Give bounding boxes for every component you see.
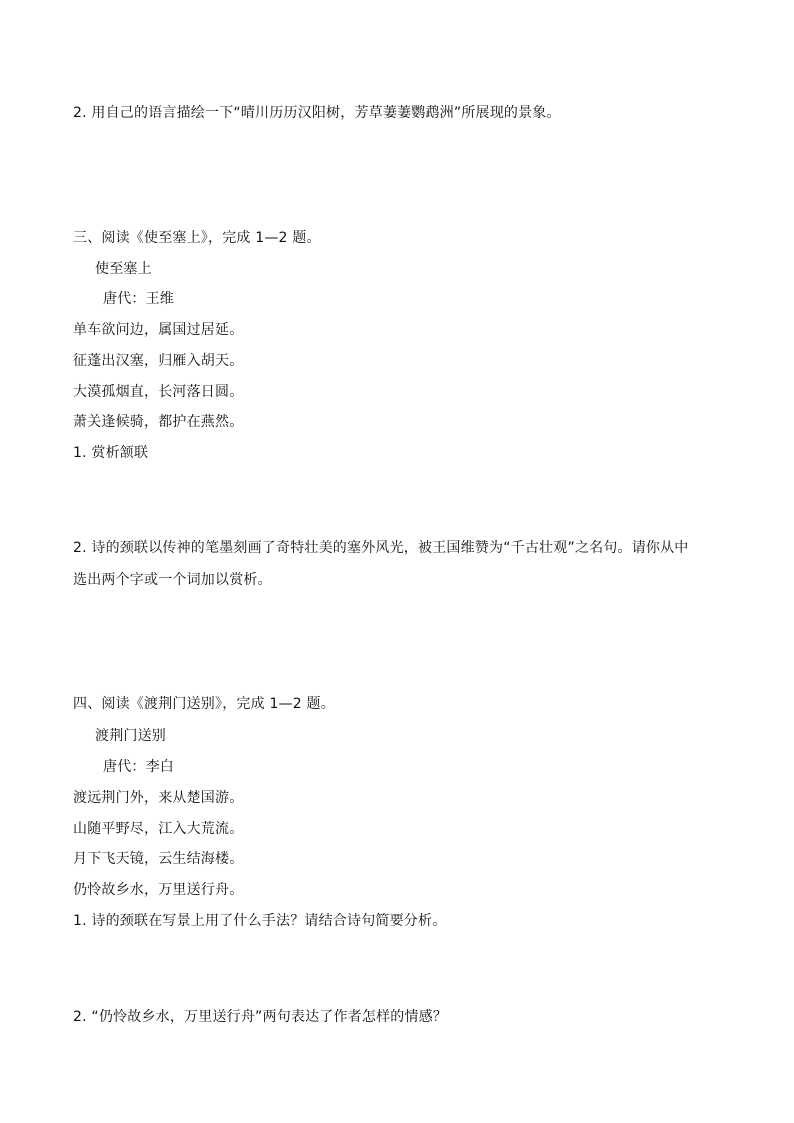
question-2-describe-scene: 2. 用自己的语言描绘一下“晴川历历汉阳树，芳草萋萋鹦鹉洲”所展现的景象。 [73,105,561,121]
poem-title-shizhisaishang: 使至塞上 [95,261,152,277]
section-3-question-2-line-1: 2. 诗的颈联以传神的笔墨刻画了奇特壮美的塞外风光，被王国维赞为“千古壮观”之名句。请你从中 [73,540,689,556]
poem-author-wangwei: 唐代：王维 [103,291,174,307]
section-3-question-2-line-2: 选出两个字或一个词加以赏析。 [73,572,272,588]
section-4-heading: 四、阅读《渡荆门送别》，完成 1—2 题。 [73,696,335,712]
section-3-question-1: 1. 赏析颔联 [73,445,149,461]
section-4-question-1: 1. 诗的颈联在写景上用了什么手法？请结合诗句简要分析。 [73,913,447,929]
poem-author-libai: 唐代：李白 [103,759,174,775]
poem-line: 萧关逢候骑，都护在燕然。 [73,414,244,430]
poem-line: 单车欲问边，属国过居延。 [73,322,244,338]
poem-line: 山随平野尽，江入大荒流。 [73,821,244,837]
poem-line: 月下飞天镜，云生结海楼。 [73,851,244,867]
poem-line: 大漠孤烟直，长河落日圆。 [73,384,244,400]
poem-line: 征蓬出汉塞，归雁入胡天。 [73,353,244,369]
section-3-heading: 三、阅读《使至塞上》，完成 1—2 题。 [73,230,321,246]
poem-title-dujingmensongbie: 渡荆门送别 [95,728,166,744]
poem-line: 渡远荆门外，来从楚国游。 [73,790,244,806]
poem-line: 仍怜故乡水，万里送行舟。 [73,882,244,898]
section-4-question-2: 2. “仍怜故乡水，万里送行舟”两句表达了作者怎样的情感？ [73,1009,448,1025]
